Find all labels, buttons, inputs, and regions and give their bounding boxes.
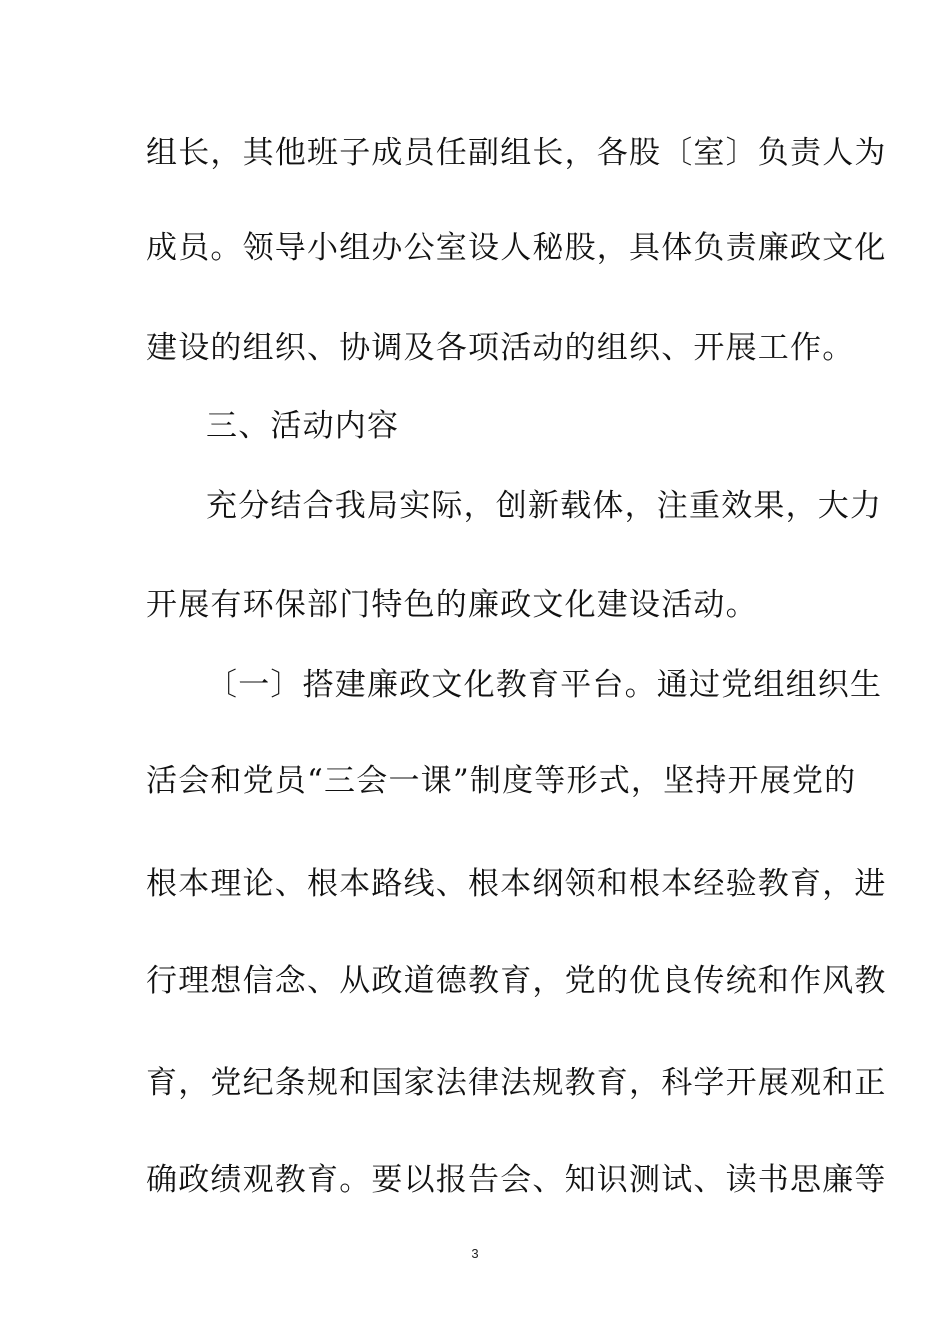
body-line: 〔一〕搭建廉政文化教育平台。通过党组组织生: [206, 667, 883, 703]
body-line: 建设的组织、协调及各项活动的组织、开展工作。: [146, 330, 855, 366]
body-line: 成员。领导小组办公室设人秘股，具体负责廉政文化: [146, 230, 887, 266]
section-heading: 三、活动内容: [206, 408, 400, 444]
body-line: 组长，其他班子成员任副组长，各股〔室〕负责人为: [146, 135, 887, 171]
body-line: 行理想信念、从政道德教育，党的优良传统和作风教: [146, 963, 887, 999]
body-line: 根本理论、根本路线、根本纲领和根本经验教育，进: [146, 866, 887, 902]
body-line: 育，党纪条规和国家法律法规教育，科学开展观和正: [146, 1065, 887, 1101]
body-line: 活会和党员“三会一课”制度等形式，坚持开展党的: [146, 763, 857, 799]
body-line: 充分结合我局实际，创新载体，注重效果，大力: [206, 488, 883, 524]
body-line: 开展有环保部门特色的廉政文化建设活动。: [146, 587, 758, 623]
page-number: 3: [471, 1246, 479, 1261]
body-line: 确政绩观教育。要以报告会、知识测试、读书思廉等: [146, 1162, 887, 1198]
